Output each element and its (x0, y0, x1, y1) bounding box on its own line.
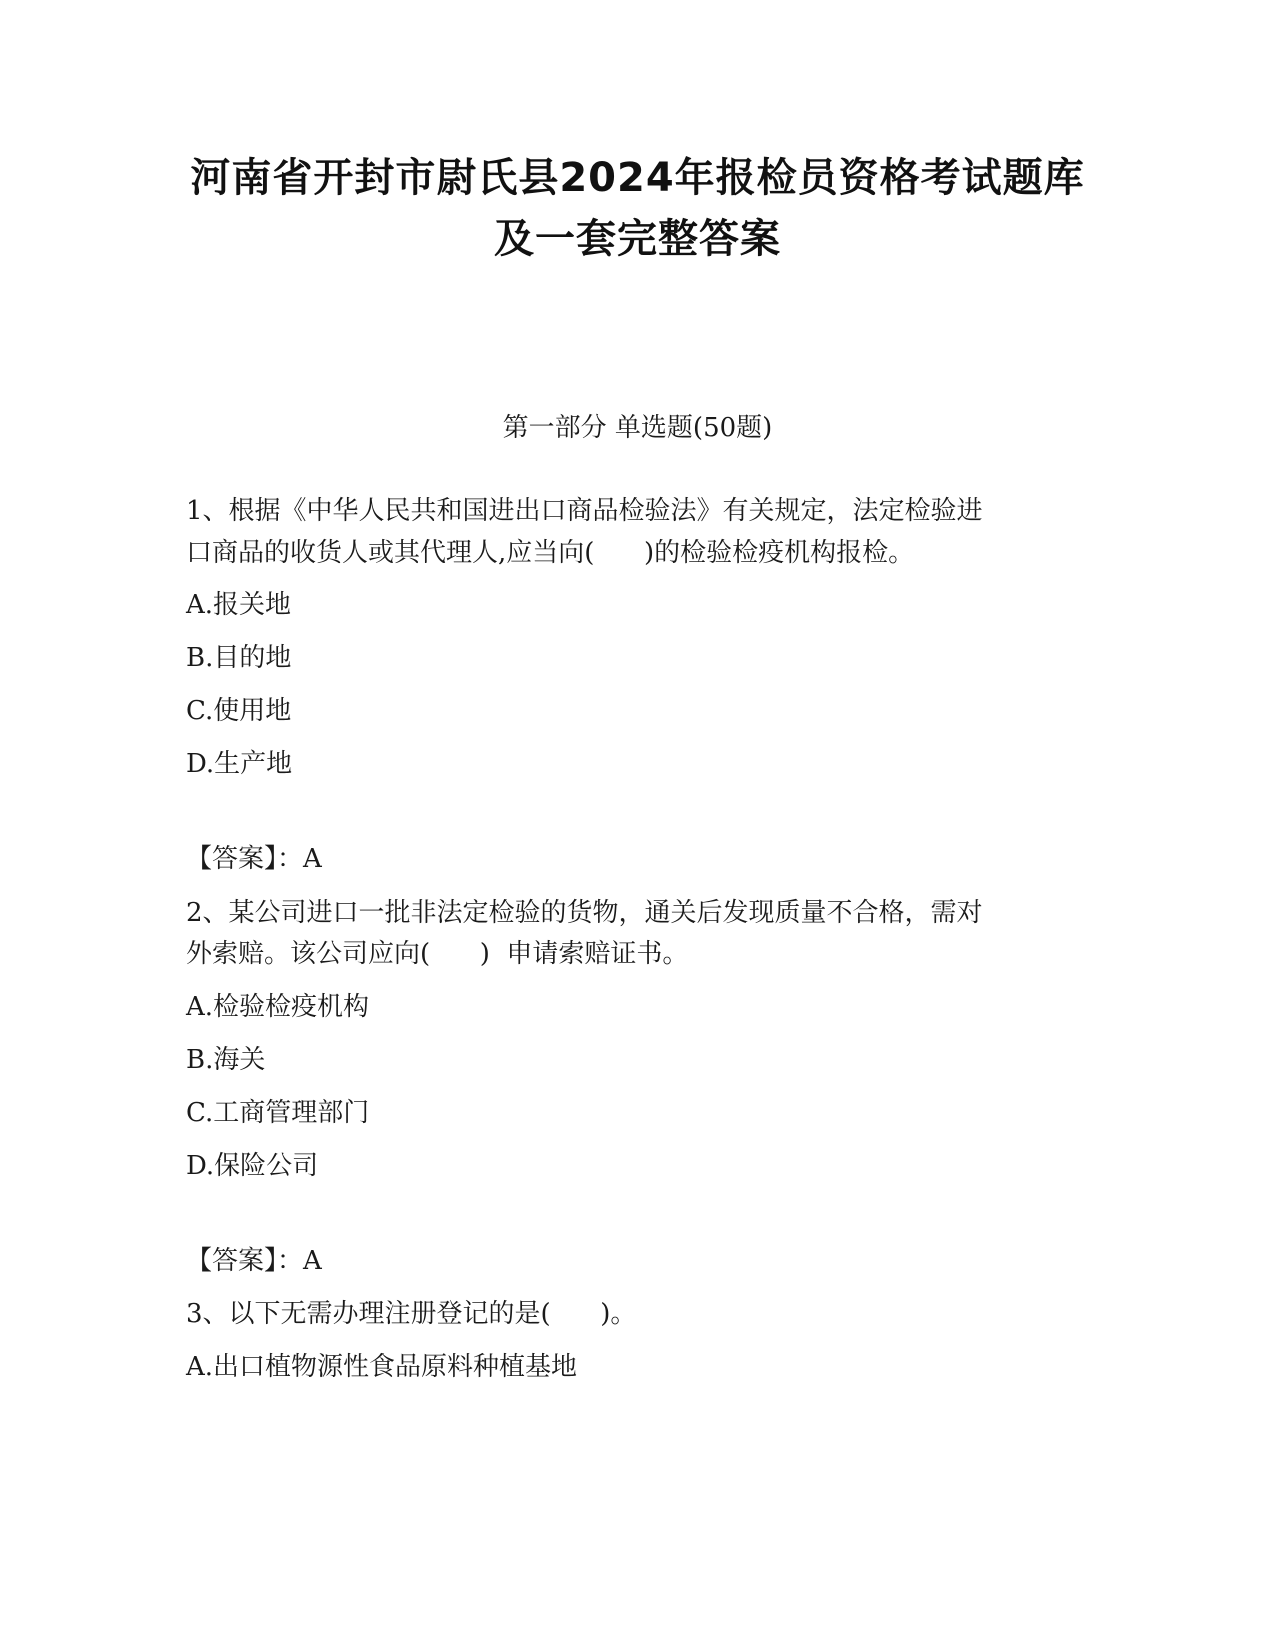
question-2-option-c: C.工商管理部门 (186, 1098, 370, 1128)
question-2-stem-line-2: 外索赔。该公司应向( ) 申请索赔证书。 (186, 939, 689, 969)
document-title-line-2: 及一套完整答案 (494, 216, 781, 262)
question-1-option-d: D.生产地 (186, 749, 293, 779)
question-2-answer: 【答案】：A (186, 1246, 322, 1276)
question-1-option-a: A.报关地 (186, 590, 292, 620)
question-1-option-c: C.使用地 (186, 696, 292, 726)
question-2-option-d: D.保险公司 (186, 1151, 319, 1181)
question-1-answer: 【答案】：A (186, 844, 322, 874)
question-2-option-b: B.海关 (186, 1045, 266, 1075)
question-1-option-b: B.目的地 (186, 643, 292, 673)
question-1-stem-line-1: 1、根据《中华人民共和国进出口商品检验法》有关规定，法定检验进 (186, 496, 983, 526)
document-title-line-1: 河南省开封市尉氏县2024年报检员资格考试题库 (190, 155, 1085, 201)
question-2-option-a: A.检验检疫机构 (186, 992, 370, 1022)
question-3-stem-line-1: 3、以下无需办理注册登记的是( )。 (186, 1299, 637, 1329)
question-3-option-a: A.出口植物源性食品原料种植基地 (186, 1352, 578, 1382)
question-2-stem-line-1: 2、某公司进口一批非法定检验的货物，通关后发现质量不合格，需对 (186, 898, 983, 928)
question-1-stem-line-2: 口商品的收货人或其代理人,应当向( )的检验检疫机构报检。 (186, 538, 915, 568)
section-heading: 第一部分 单选题(50题) (502, 413, 773, 443)
